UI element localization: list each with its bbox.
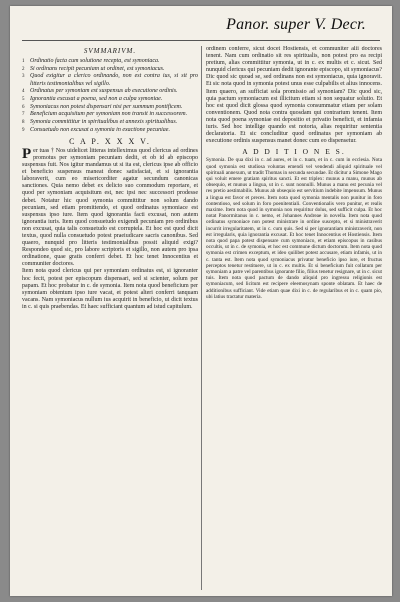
running-title: Panor. super V. Decr. xyxy=(226,16,366,33)
chapter-title: C A P. X X X V. xyxy=(69,136,151,146)
chapter-text-continued: Item nota quod clericus qui per symoniam ordinatus est, si ignoranter hoc fecit, potest per episcopum dispensari, sed si scienter, solum per papam. Et hoc probatur in c. de symonia. Item nota quod beneficium per symoniam obtentum ipso iure vacat, et potest alteri conferri tanquam vacans. Nam symoniacus nullum ius acquirit in beneficio, ut dicit textus in c. si quis praebendas. Et haec sufficiant quantum ad istud capitulum. xyxy=(22,268,198,310)
right-column-text: ordinem conferre, sicut docet Hostiensis, et communiter alii doctores tenent. Nam cum ordinatio sit res spiritualis, non potest pro ea recipi pretium, alias committitur symonia, ut in c. ex multis et c. sicut. Sed nunquid clericus qui pecuniam dedit ignorante episcopo, sit symoniacus? Dic quod sic quoad se, sed ordinans non est symoniacus, quia ignoravit. Et sic nota quod in symonia potest unus esse culpabilis et alius innocens. Item quaero, an sufficiat sola promissio ad symoniam? Dic quod sic, quia pactum symoniacum est illicitum etiam si non sequatur solutio. Et hoc est quod dicit glossa quod symonia consummatur etiam per solam conventionem. Quod nota contra quosdam qui contrarium tenent. Item nota quod poena symoniae est depositio et privatio beneficii, et infamia iuris. Sed hoc intellige quando est notoria, alias requiritur sententia declaratoria. Et sic concluditur quod ordinatus per symoniam ab executione ordinis suspensus manet donec cum eo dispensetur. xyxy=(206,46,382,145)
summary-item: 8 Symonia committitur in spiritualibus et annexis spiritualibus. xyxy=(22,119,198,126)
chapter-body: er tuas † Nos uidelicet litteras intelleximus quod clericus ad ordines promotus per symoniam pecuniam dedit, et ob id ab episcopo suspensus fuit. Nos igitur mandamus ut si ita est, clericus ipse ab officio et beneficio suspensus maneat donec satisfaciat, et si ignorantia laboraverit, cum eo misericorditer agatur secundum canonicas sanctiones. Quia nemo debet ex delicto suo commodum reportare, et quod per symoniam acquisitum est, nec ipsi nec successori prodesse debet. Notatur hic quod symonia committitur non solum dando pecuniam, sed etiam promittendo, et quod ordinatus symoniace est suspensus ipso iure. Item quod ignorantia facti excusat, non autem ignorantia iuris. Item quod consuetudo exigendi pecuniam pro ordinibus non excusat, quia talis consuetudo est corruptela. Et hoc est quod dicit textus, quod nulla consuetudo potest praeiudicare sacris canonibus. Sed quaero, nunquid pro litteris testimonialibus possit aliquid exigi? Respondeo quod sic, pro labore scriptoris et sigillo, non autem pro ipsa ordinatione, quae gratis conferri debet. Et hoc tenet Innocentius et communiter doctores. xyxy=(22,147,198,268)
summary-item: 9 Consuetudo non excusat a symonia in exactione pecuniae. xyxy=(22,127,198,134)
summary-list xyxy=(22,58,198,134)
summary-item: 2 Si ordinans recipit pecuniam ut ordinet, est symoniacus. xyxy=(22,66,198,73)
left-column xyxy=(22,46,198,590)
summary-item: 3 Quod exigitur a clerico ordinando, non est contra ius, si sit pro litteris testimonialibus vel sigillo. xyxy=(22,73,198,87)
document-page xyxy=(10,6,392,596)
additiones-heading: A D D I T I O N E S. xyxy=(242,147,346,157)
header-rule xyxy=(22,40,380,41)
summary-heading: SVMMARIVM. xyxy=(83,47,137,55)
column-divider xyxy=(201,46,202,590)
chapter-text xyxy=(22,145,198,269)
drop-cap: P xyxy=(22,145,32,162)
right-column xyxy=(206,46,382,590)
summary-item: 7 Beneficium acquisitum per symoniam non transit in successorem. xyxy=(22,111,198,118)
summary-item: 6 Symoniacus non potest dispensari nisi per summum pontificem. xyxy=(22,104,198,111)
additiones-text: Symonia. De qua dixi in c. ad aures, et in c. tuam, et in c. cum in ecclesia. Nota quod symonia est studiosa voluntas emendi vel vendendi aliquid spirituale vel spirituali annexum, ut tradit Thomas in secunda secundae. Et dicitur a Simone Mago qui voluit emere gratiam spiritus sancti. Et est triplex: munus a manu, munus ab obsequio, et munus a lingua, ut in c. sunt nonnulli. Munus a manu est pecunia vel res pretio aestimabilis. Munus ab obsequio est servitium indebite impensum. Munus a lingua est favor et preces. Item nota quod symonia mentalis non punitur in foro contentioso, sed solum in foro poenitentiali. Conventionalis vero punitur, et realis maxime. Item nota quod in symonia non requiritur dolus, sed sufficit culpa. Et hoc notat Panormitanus in c. nemo, et Johannes Andreae in novella. Item nota quod ordinatus symoniace non potest ministrare in ordine suscepto, et si ministraverit incurrit irregularitatem, ut in c. cum quis. Sed si per ignorantiam ministraverit, non est irregularis, quia ignorantia excusat. Et hoc tenet Innocentius et Hostiensis. Item nota quod papa potest dispensare cum symoniaco, et etiam episcopus in casibus occultis, ut in c. de symonia, et hoc est commune dictum doctorum. Item nota quod symonia est crimen exceptum, et ideo quilibet potest accusare, etiam infamis, ut in c. tanta est. Item nota quod symoniacus privatur beneficio ipso iure, et fructus perceptos tenetur restituere, ut in c. ex multis. Et si beneficium fuit collatum per symoniam a patre vel parentibus ignorante filio, filius tenetur resignare, ut in c. sicut tuis. Item nota quod pactum de dando aliquid pro ingressu religionis est symoniacum, sed licitum est recipere eleemosynam sponte oblatam. Et haec de additionibus sufficiant. Vide etiam quae dixi in c. de regularibus et in c. quam pio, ubi latius tractatur materia. xyxy=(206,157,382,300)
summary-item: 1 Ordinatio facta cum solutione recepta, est symoniaca. xyxy=(22,58,198,65)
summary-item: 4 Ordinatus per symoniam est suspensus ab executione ordinis. xyxy=(22,88,198,95)
summary-item: 5 Ignorantia excusat a poena, sed non a culpa symoniae. xyxy=(22,96,198,103)
running-head xyxy=(10,10,392,40)
